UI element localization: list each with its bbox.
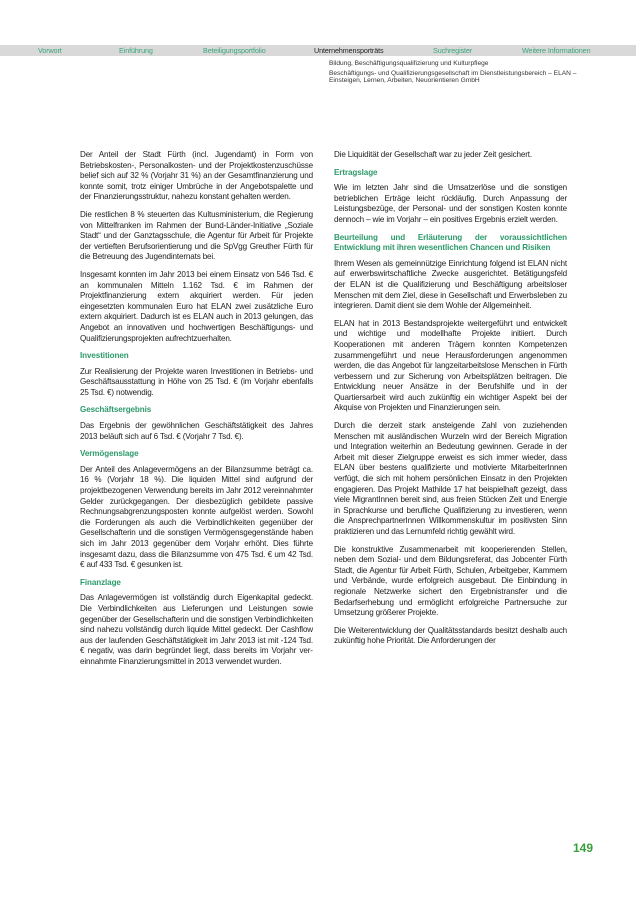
paragraph-geschaeftsergebnis: Das Ergebnis der gewöhnlichen Geschäftstätigkeit des Jahres 2013 beläuft sich auf 6 Tsd. € (Vorjahr 7 Tsd. €). (80, 421, 313, 441)
paragraph-zusammenarbeit: Die konstruktive Zusammenarbeit mit kooperierenden Stellen, neben dem Sozial- und dem Bildungsreferat, das Jobcenter Fürth Stadt, die Agentur für Arbeit Fürth, Schulen, Arbeitgeber, Kammern und Verbände, wurde erfolgreich ausgebaut. Die Einbindung in regionale Netzwerke sichert den Ergebnistransfer und die Bedarfserhebung und ermöglicht erfolgreiche Partnersuche zur Umsetzung größerer Projekte. (334, 544, 567, 618)
paragraph-migration: Durch die derzeit stark ansteigende Zahl von zuziehenden Menschen mit ausländischen Wurzeln wird der Bereich Migration und Integration weiterhin an Bedeutung gewinnen. Gerade in der Arbeit mit dieser Zielgruppe erweist es sich immer wieder, dass ELAN über bestens qualifizierte und motivierte MitarbeiterInnen verfügt, die sich mit hohem persönlichen Einsatz in den Projekten engagieren. Das Projekt Mathilde 17 hat beispielhaft gezeigt, dass viele MigrantInnen bereit sind, aus freien Stücken Zeit und Energie in Sprachkurse und berufliche Qualifizierung zu investieren, wenn die AnsprechpartnerInnen Willkommenskultur im positivsten Sinn praktizieren und das Lernumfeld richtig gewählt wird. (334, 421, 567, 536)
nav-item-vorwort[interactable]: Vorwort (38, 46, 62, 55)
nav-item-beteiligungsportfolio[interactable]: Beteiligungsportfolio (203, 46, 266, 55)
heading-vermoegenslage: Vermögenslage (80, 449, 139, 459)
paragraph-investitionen: Zur Realisierung der Projekte waren Investitionen in Betriebs- und Geschäftsausstattung in Höhe von 25 Tsd. € (im Vorjahr ebenfalls 25 Tsd. €) notwendig. (80, 366, 313, 397)
paragraph-vermoegenslage: Der Anteil des Anlagevermögens an der Bilanzsumme beträgt ca. 16 % (Vorjahr 18 %). Die liquiden Mittel sind aufgrund der projektbezogenen Verwendung bereits im Jahr 2012 vereinnahmter Gelder zurückgegangen. Der diesbezüglich gebildete passive Rechnungsabgrenzungsposten konnte aufgelöst werden. Sowohl die Forderungen als auch die Verbindlichkeiten gegenüber der Gesellschafterin und die sonstigen Vermögensgegenstände haben sich im Jahr 2013 gegenüber dem Vorjahr erhöht. Dies führte insgesamt dazu, dass die Bilanzsumme von 475 Tsd. € um 42 Tsd. € auf 433 Tsd. € gesunken ist. (80, 464, 313, 570)
company-name-line1: Beschäftigungs- und Qualifizierungsgesellschaft im Dienstleistungsbereich – ELAN – (329, 70, 577, 77)
nav-item-einfuehrung[interactable]: Einführung (119, 46, 153, 55)
heading-beurteilung: Beurteilung und Erläuterung der voraussichtlichen Entwicklung mit ihren wesentlichen Chancen und Risiken (334, 232, 567, 253)
page-number: 149 (573, 841, 594, 855)
nav-item-suchregister[interactable]: Suchregister (433, 46, 473, 55)
left-text-column (80, 150, 313, 675)
heading-geschaeftsergebnis: Geschäftsergebnis (80, 405, 152, 415)
heading-finanzlage: Finanzlage (80, 577, 121, 587)
nav-item-unternehmensportraets[interactable]: Unternehmensporträts (314, 46, 384, 55)
paragraph-stadt-anteil: Der Anteil der Stadt Fürth (incl. Jugendamt) in Form von Betriebskosten-, Personalkosten- und der Projektkostenzuschüsse belief sich auf 32 % (Vorjahr 31 %) an der Gesamtfinanzierung und konnte somit, trotz einiger Umbrüche in der Angebotspalette und der Finanzierungsstruktur, nahezu konstant gehalten werden. (80, 150, 313, 202)
paragraph-liquiditaet: Die Liquidität der Gesellschaft war zu jeder Zeit gesichert. (334, 150, 532, 159)
paragraph-wesen: Ihrem Wesen als gemeinnützige Einrichtung folgend ist ELAN nicht auf erwerbswirtschaftliche Zwecke ausgerichtet. Betätigungsfeld der ELAN ist die Qualifizierung und Beschäftigung arbeitsloser Menschen mit dem Ziel, diese in Gesellschaft und Erwerbsleben zu integrieren. Damit dient sie dem Wohle der Allgemeinheit. (334, 258, 567, 311)
paragraph-restliche-anteile: Die restlichen 8 % steuerten das Kultusministerium, die Regierung von Mittelfranken im Rahmen der Bund-Länder-Initiative „Soziale Stadt“ und der Ganztagsschule, die Agentur für Arbeit für Projekte der vertieften Berufsorientierung und die SpVgg Greuther Fürth für die Betreuung des Jugendinternats bei. (80, 209, 313, 262)
paragraph-kommunale-mittel: Insgesamt konnten im Jahr 2013 bei einem Einsatz von 546 Tsd. € an kommunalen Mitteln 1.162 Tsd. € im Rahmen der Projektfinanzierung extern akquiriert werden. Für jeden eingesetzten kommunalen Euro hat ELAN zwei zusätzliche Euro extern akquiriert. Dadurch ist es ELAN auch in 2013 gelungen, das Angebot an innovativen und hochwertigen Beschäftigungs- und Qualifizierungsprojekten aufrechtzuerhalten. (80, 269, 313, 343)
paragraph-qualitaetsstandards: Die Weiterentwicklung der Qualitätsstandards besitzt deshalb auch zukünftig hohe Priorität. Die Anforderungen der (334, 625, 567, 646)
paragraph-ertragslage: Wie im letzten Jahr sind die Umsatzerlöse und die sonstigen betrieblichen Erträge leicht rückläufig. Durch Anpassung der Leistungsbezüge, der Personal- und der sonstigen Kosten konnte dennoch – wie im Vorjahr – ein positives Ergebnis erzielt werden. (334, 183, 567, 224)
category-heading: Bildung, Beschäftigungsqualifizierung und Kulturpflege (329, 60, 489, 67)
paragraph-bestandsprojekte: ELAN hat in 2013 Bestandsprojekte weitergeführt und entwickelt und wichtige und modellhafte Projekte initiiert. Durch Kooperationen mit anderen Trägern konnten Kompetenzen zusammengeführt und neue Herausforderungen angenommen werden, die das Angebot für langzeitarbeitslose Menschen in Fürth verbessern und zur Sicherung von Arbeitsplätzen beitragen. Die Entwicklung neuer Ansätze in der Berufshilfe und in der Quartiersarbeit wird auch zukünftig ein wichtiger Aspekt bei der Akquise von Projekten und Finanzierungen sein. (334, 318, 567, 413)
heading-investitionen: Investitionen (80, 351, 129, 361)
heading-ertragslage: Ertragslage (334, 167, 378, 177)
paragraph-finanzlage: Das Anlagevermögen ist vollständig durch Eigenkapital gedeckt. Die Verbindlichkeiten aus Lieferungen und Leistungen sowie gegenüber der Gesellschafterin und die sonstigen Verbindlichkeiten sind nahezu vollständig durch liquide Mittel gedeckt. Der Cashflow aus der laufenden Geschäftstätigkeit im Jahr 2013 ist mit -124 Tsd. € negativ, was darin begründet liegt, dass bereits im Vorjahr vereinnahmte Finanzierungsmittel in 2013 verwendet wurden. (80, 593, 313, 666)
right-text-column (334, 150, 567, 654)
nav-item-weitere-informationen[interactable]: Weitere Informationen (522, 46, 591, 55)
section-navigation-bar (0, 45, 636, 56)
company-name-line2: Einsteigen, Lernen, Arbeiten, Neuorientieren GmbH (329, 77, 480, 84)
